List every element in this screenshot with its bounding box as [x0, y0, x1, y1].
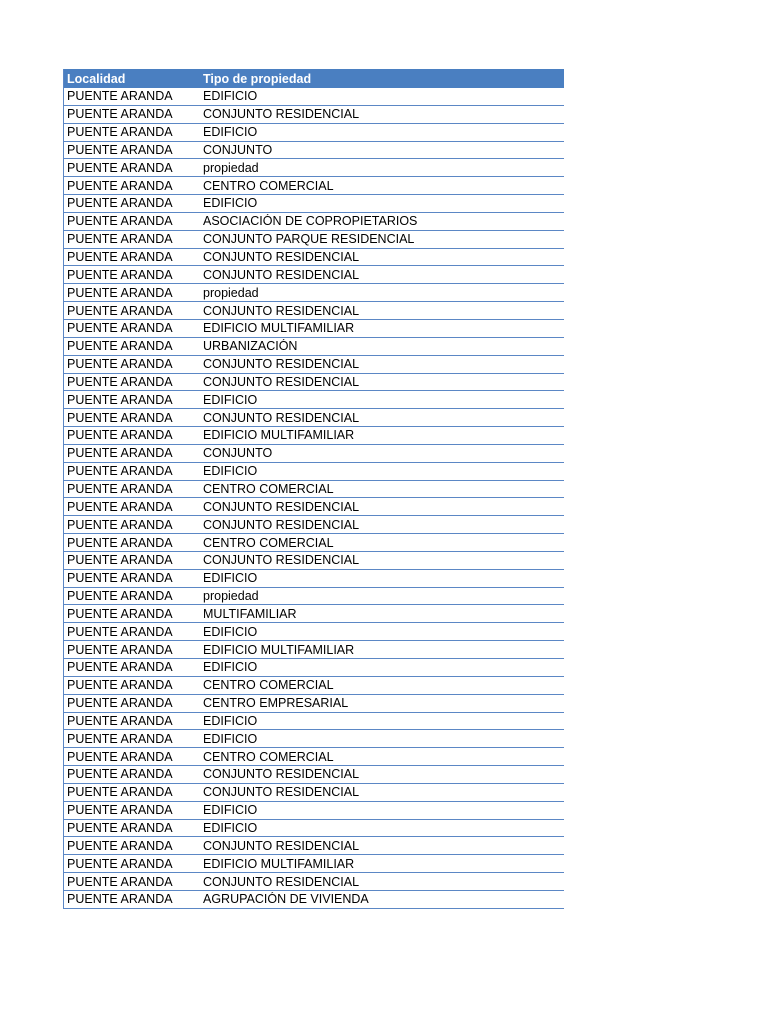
cell-localidad: PUENTE ARANDA	[67, 535, 173, 550]
table-row	[64, 534, 564, 552]
cell-localidad: PUENTE ARANDA	[67, 321, 173, 336]
cell-tipo-de-propiedad: propiedad	[203, 160, 259, 175]
cell-tipo-de-propiedad: CENTRO COMERCIAL	[203, 678, 334, 693]
cell-localidad: PUENTE ARANDA	[67, 838, 173, 853]
cell-tipo-de-propiedad: CENTRO EMPRESARIAL	[203, 696, 349, 711]
cell-tipo-de-propiedad: CENTRO COMERCIAL	[203, 749, 334, 764]
table-row	[64, 409, 564, 427]
cell-localidad: PUENTE ARANDA	[67, 803, 173, 818]
table-row	[64, 124, 564, 142]
table-row	[64, 784, 564, 802]
table-row	[64, 855, 564, 873]
table-row	[64, 802, 564, 820]
cell-tipo-de-propiedad: CENTRO COMERCIAL	[203, 481, 334, 496]
table-row	[64, 391, 564, 409]
cell-tipo-de-propiedad: AGRUPACIÓN DE VIVIENDA	[203, 892, 369, 907]
cell-localidad: PUENTE ARANDA	[67, 196, 173, 211]
table-row	[64, 588, 564, 606]
table-row	[64, 570, 564, 588]
cell-localidad: PUENTE ARANDA	[67, 303, 173, 318]
table-header-row	[64, 69, 564, 88]
cell-localidad: PUENTE ARANDA	[67, 731, 173, 746]
cell-tipo-de-propiedad: EDIFICIO	[203, 89, 258, 104]
table-row	[64, 837, 564, 855]
cell-tipo-de-propiedad: EDIFICIO	[203, 125, 258, 140]
table-row	[64, 695, 564, 713]
cell-localidad: PUENTE ARANDA	[67, 606, 173, 621]
table-row	[64, 320, 564, 338]
cell-tipo-de-propiedad: CONJUNTO RESIDENCIAL	[203, 374, 360, 389]
cell-localidad: PUENTE ARANDA	[67, 178, 173, 193]
cell-tipo-de-propiedad: CONJUNTO RESIDENCIAL	[203, 767, 360, 782]
cell-tipo-de-propiedad: EDIFICIO MULTIFAMILIAR	[203, 856, 355, 871]
cell-localidad: PUENTE ARANDA	[67, 517, 173, 532]
cell-tipo-de-propiedad: EDIFICIO	[203, 731, 258, 746]
cell-tipo-de-propiedad: URBANIZACIÓN	[203, 339, 298, 354]
table-row	[64, 159, 564, 177]
table-row	[64, 748, 564, 766]
cell-tipo-de-propiedad: EDIFICIO	[203, 803, 258, 818]
cell-localidad: PUENTE ARANDA	[67, 767, 173, 782]
table-row	[64, 177, 564, 195]
table-row	[64, 820, 564, 838]
table-row	[64, 552, 564, 570]
cell-localidad: PUENTE ARANDA	[67, 428, 173, 443]
cell-localidad: PUENTE ARANDA	[67, 89, 173, 104]
table-row	[64, 338, 564, 356]
cell-tipo-de-propiedad: EDIFICIO MULTIFAMILIAR	[203, 428, 355, 443]
cell-tipo-de-propiedad: EDIFICIO	[203, 196, 258, 211]
cell-tipo-de-propiedad: CONJUNTO RESIDENCIAL	[203, 267, 360, 282]
cell-localidad: PUENTE ARANDA	[67, 696, 173, 711]
table-row	[64, 106, 564, 124]
cell-localidad: PUENTE ARANDA	[67, 589, 173, 604]
table-row	[64, 463, 564, 481]
table-row	[64, 516, 564, 534]
cell-localidad: PUENTE ARANDA	[67, 374, 173, 389]
table-body	[64, 88, 564, 909]
cell-localidad: PUENTE ARANDA	[67, 499, 173, 514]
cell-tipo-de-propiedad: CONJUNTO RESIDENCIAL	[203, 838, 360, 853]
table-row	[64, 302, 564, 320]
table-row	[64, 374, 564, 392]
table-row	[64, 659, 564, 677]
cell-localidad: PUENTE ARANDA	[67, 446, 173, 461]
cell-localidad: PUENTE ARANDA	[67, 553, 173, 568]
table-row	[64, 231, 564, 249]
cell-tipo-de-propiedad: EDIFICIO	[203, 571, 258, 586]
table-row	[64, 356, 564, 374]
cell-localidad: PUENTE ARANDA	[67, 571, 173, 586]
table-row	[64, 481, 564, 499]
cell-localidad: PUENTE ARANDA	[67, 481, 173, 496]
cell-tipo-de-propiedad: propiedad	[203, 589, 259, 604]
cell-tipo-de-propiedad: ASOCIACIÓN DE COPROPIETARIOS	[203, 214, 418, 229]
cell-tipo-de-propiedad: EDIFICIO	[203, 713, 258, 728]
cell-localidad: PUENTE ARANDA	[67, 785, 173, 800]
cell-tipo-de-propiedad: CONJUNTO RESIDENCIAL	[203, 410, 360, 425]
cell-tipo-de-propiedad: CONJUNTO RESIDENCIAL	[203, 107, 360, 122]
cell-localidad: PUENTE ARANDA	[67, 232, 173, 247]
table-row	[64, 213, 564, 231]
cell-tipo-de-propiedad: propiedad	[203, 285, 259, 300]
cell-localidad: PUENTE ARANDA	[67, 142, 173, 157]
cell-localidad: PUENTE ARANDA	[67, 107, 173, 122]
table-row	[64, 266, 564, 284]
cell-localidad: PUENTE ARANDA	[67, 267, 173, 282]
table-row	[64, 249, 564, 267]
table-row	[64, 427, 564, 445]
cell-tipo-de-propiedad: EDIFICIO	[203, 660, 258, 675]
cell-tipo-de-propiedad: CENTRO COMERCIAL	[203, 178, 334, 193]
cell-localidad: PUENTE ARANDA	[67, 713, 173, 728]
cell-tipo-de-propiedad: CONJUNTO RESIDENCIAL	[203, 517, 360, 532]
cell-tipo-de-propiedad: CONJUNTO RESIDENCIAL	[203, 874, 360, 889]
property-table	[63, 69, 564, 909]
cell-localidad: PUENTE ARANDA	[67, 624, 173, 639]
cell-localidad: PUENTE ARANDA	[67, 642, 173, 657]
cell-localidad: PUENTE ARANDA	[67, 749, 173, 764]
cell-localidad: PUENTE ARANDA	[67, 464, 173, 479]
cell-tipo-de-propiedad: EDIFICIO	[203, 624, 258, 639]
table-row	[64, 730, 564, 748]
cell-tipo-de-propiedad: CONJUNTO RESIDENCIAL	[203, 499, 360, 514]
cell-tipo-de-propiedad: CONJUNTO RESIDENCIAL	[203, 250, 360, 265]
cell-tipo-de-propiedad: MULTIFAMILIAR	[203, 606, 297, 621]
cell-localidad: PUENTE ARANDA	[67, 392, 173, 407]
table-row	[64, 605, 564, 623]
cell-tipo-de-propiedad: EDIFICIO	[203, 392, 258, 407]
table-row	[64, 873, 564, 891]
cell-localidad: PUENTE ARANDA	[67, 660, 173, 675]
cell-tipo-de-propiedad: CONJUNTO RESIDENCIAL	[203, 553, 360, 568]
cell-tipo-de-propiedad: CONJUNTO RESIDENCIAL	[203, 785, 360, 800]
table-row	[64, 713, 564, 731]
cell-localidad: PUENTE ARANDA	[67, 339, 173, 354]
cell-tipo-de-propiedad: EDIFICIO MULTIFAMILIAR	[203, 321, 355, 336]
table-row	[64, 891, 564, 909]
cell-tipo-de-propiedad: CONJUNTO RESIDENCIAL	[203, 303, 360, 318]
cell-tipo-de-propiedad: EDIFICIO	[203, 464, 258, 479]
table-row	[64, 623, 564, 641]
cell-localidad: PUENTE ARANDA	[67, 357, 173, 372]
cell-localidad: PUENTE ARANDA	[67, 410, 173, 425]
cell-localidad: PUENTE ARANDA	[67, 874, 173, 889]
cell-localidad: PUENTE ARANDA	[67, 856, 173, 871]
cell-localidad: PUENTE ARANDA	[67, 125, 173, 140]
table-row	[64, 284, 564, 302]
cell-tipo-de-propiedad: EDIFICIO MULTIFAMILIAR	[203, 642, 355, 657]
cell-localidad: PUENTE ARANDA	[67, 285, 173, 300]
cell-localidad: PUENTE ARANDA	[67, 214, 173, 229]
table-row	[64, 498, 564, 516]
cell-tipo-de-propiedad: CENTRO COMERCIAL	[203, 535, 334, 550]
table-row	[64, 766, 564, 784]
column-header-localidad: Localidad	[67, 71, 126, 86]
table-row	[64, 195, 564, 213]
cell-tipo-de-propiedad: CONJUNTO RESIDENCIAL	[203, 357, 360, 372]
table-row	[64, 445, 564, 463]
table-row	[64, 677, 564, 695]
cell-localidad: PUENTE ARANDA	[67, 821, 173, 836]
cell-localidad: PUENTE ARANDA	[67, 892, 173, 907]
cell-localidad: PUENTE ARANDA	[67, 250, 173, 265]
cell-tipo-de-propiedad: CONJUNTO	[203, 142, 273, 157]
table-row	[64, 142, 564, 160]
cell-localidad: PUENTE ARANDA	[67, 678, 173, 693]
column-header-tipo-de-propiedad: Tipo de propiedad	[203, 71, 312, 86]
cell-tipo-de-propiedad: CONJUNTO	[203, 446, 273, 461]
table-row	[64, 88, 564, 106]
cell-tipo-de-propiedad: CONJUNTO PARQUE RESIDENCIAL	[203, 232, 415, 247]
cell-tipo-de-propiedad: EDIFICIO	[203, 821, 258, 836]
table-row	[64, 641, 564, 659]
cell-localidad: PUENTE ARANDA	[67, 160, 173, 175]
